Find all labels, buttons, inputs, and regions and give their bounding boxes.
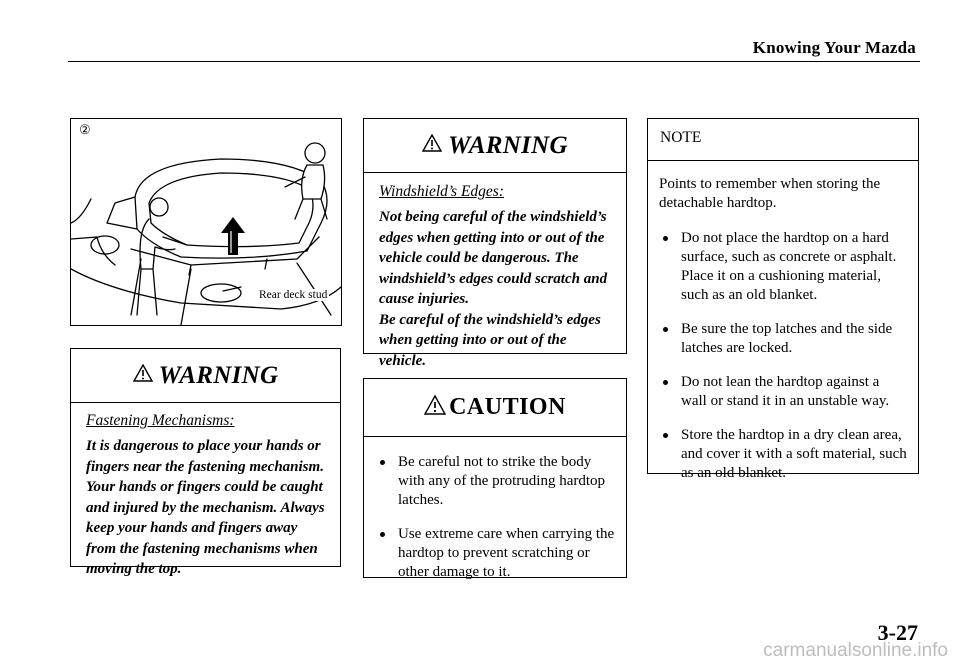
warning-subhead: Windshield’s Edges: bbox=[379, 183, 504, 200]
note-box bbox=[647, 118, 919, 481]
warning-triangle-icon bbox=[422, 134, 442, 157]
caution-item: Use extreme care when carrying the hardtop to prevent scratching or other damage to it. bbox=[376, 525, 618, 582]
note-list bbox=[659, 229, 908, 483]
note-item: Do not place the hardtop on a hard surface, such as concrete or asphalt. Place it on a cushioning material, such as an old blanket. bbox=[659, 229, 908, 305]
note-item: Be sure the top latches and the side latches are locked. bbox=[659, 320, 908, 358]
fastening-warning-box bbox=[70, 348, 341, 577]
caution-item: Be careful not to strike the body with any of the protruding hardtop latches. bbox=[376, 453, 618, 510]
note-item: Do not lean the hardtop against a wall or stand it in an unstable way. bbox=[659, 373, 908, 411]
caution-box-header bbox=[364, 379, 626, 437]
note-title: NOTE bbox=[648, 119, 918, 161]
page-number: 3-27 bbox=[877, 620, 918, 645]
caution-list bbox=[376, 453, 618, 582]
warning-text: It is dangerous to place your hands or fingers near the fastening mechanism. Your hands or fingers could be caught and injured by the mechanism. Always keep your hands and fingers away from the fastening mechanisms when moving the top. bbox=[86, 438, 325, 577]
warning-subhead: Fastening Mechanisms: bbox=[86, 412, 235, 429]
warning-text: Not being careful of the windshield’s edges when getting into or out of the vehicle could be dangerous. The windshield’s edges could scratch and cause injuries. bbox=[379, 209, 608, 307]
note-item: Store the hardtop in a dry clean area, and cover it with a soft material, such as an old blanket. bbox=[659, 426, 908, 483]
warning-text-2: Be careful of the windshield’s edges when getting into or out of the vehicle. bbox=[379, 311, 601, 369]
warning-triangle-icon bbox=[133, 364, 153, 387]
figure-number: ② bbox=[79, 123, 91, 138]
page-header-title: Knowing Your Mazda bbox=[752, 38, 916, 57]
warning-box-header bbox=[364, 119, 626, 173]
caution-title: CAUTION bbox=[449, 394, 566, 420]
warning-triangle-icon bbox=[424, 395, 446, 420]
warning-title: WARNING bbox=[158, 361, 279, 389]
warning-box-header bbox=[71, 349, 340, 403]
rear-deck-stud-label: Rear deck stud bbox=[259, 289, 328, 301]
warning-title: WARNING bbox=[448, 131, 568, 159]
caution-box bbox=[363, 378, 627, 578]
watermark: carmanualsonline.info bbox=[763, 640, 948, 661]
note-intro: Points to remember when storing the detachable hardtop. bbox=[659, 176, 881, 211]
windshield-warning-box bbox=[363, 118, 627, 369]
header-rule bbox=[68, 61, 920, 62]
hardtop-illustration bbox=[70, 118, 342, 326]
